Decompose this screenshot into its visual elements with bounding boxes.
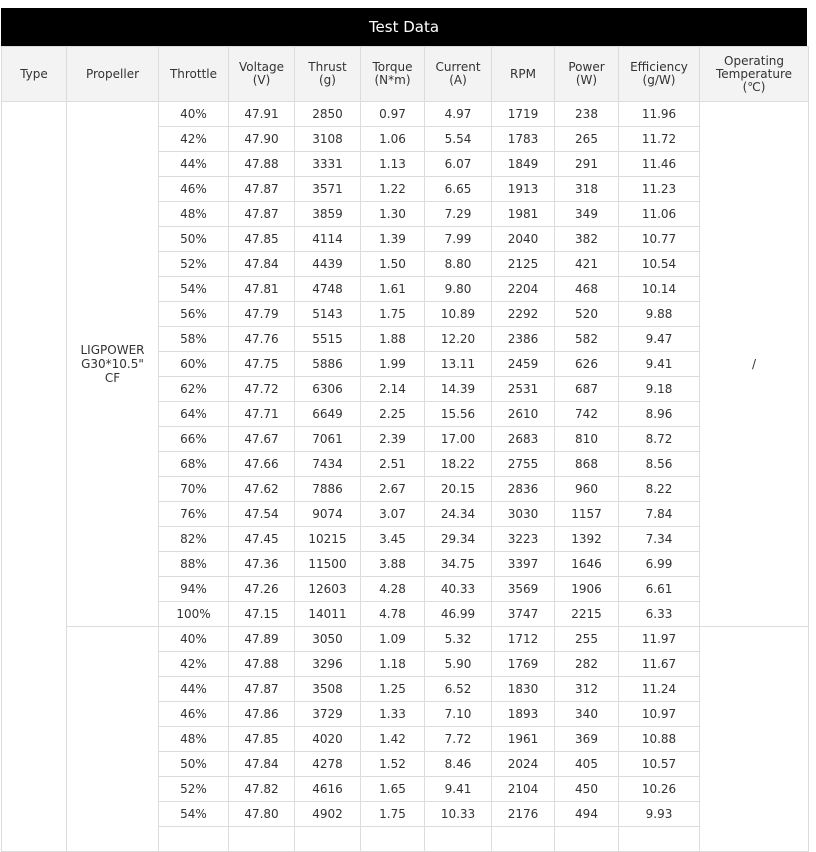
cell-throttle: 42% — [159, 127, 229, 152]
cell-efficiency: 6.61 — [619, 577, 700, 602]
cell-voltage: 47.85 — [229, 727, 295, 752]
cell-voltage: 47.67 — [229, 427, 295, 452]
cell-current: 46.99 — [425, 602, 492, 627]
cell-torque: 2.25 — [361, 402, 425, 427]
cell-efficiency: 10.54 — [619, 252, 700, 277]
cell-efficiency: 11.67 — [619, 652, 700, 677]
cell-thrust: 3571 — [295, 177, 361, 202]
cell-rpm: 3030 — [492, 502, 555, 527]
cell-rpm: 3747 — [492, 602, 555, 627]
cell-throttle: 44% — [159, 677, 229, 702]
cell-throttle: 76% — [159, 502, 229, 527]
cell-rpm: 1913 — [492, 177, 555, 202]
cell-torque: 1.42 — [361, 727, 425, 752]
column-header-type: Type — [2, 47, 67, 102]
cell-torque: 1.18 — [361, 652, 425, 677]
cell-thrust: 12603 — [295, 577, 361, 602]
cell-current: 7.10 — [425, 702, 492, 727]
cell-torque: 1.50 — [361, 252, 425, 277]
cell-voltage: 47.75 — [229, 352, 295, 377]
cell-throttle: 48% — [159, 202, 229, 227]
cell-throttle: 40% — [159, 627, 229, 652]
cell-efficiency: 10.88 — [619, 727, 700, 752]
cell-power: 382 — [555, 227, 619, 252]
cell-power: 960 — [555, 477, 619, 502]
cell-rpm: 2531 — [492, 377, 555, 402]
cell-throttle: 46% — [159, 177, 229, 202]
cell-efficiency: 9.47 — [619, 327, 700, 352]
cell-thrust: 9074 — [295, 502, 361, 527]
cell-thrust: 4278 — [295, 752, 361, 777]
cell-torque: 1.39 — [361, 227, 425, 252]
cell-torque: 1.09 — [361, 627, 425, 652]
cell-power: 450 — [555, 777, 619, 802]
cell-power: 282 — [555, 652, 619, 677]
cell-current: 6.52 — [425, 677, 492, 702]
column-header-rpm: RPM — [492, 47, 555, 102]
cell-voltage: 47.82 — [229, 777, 295, 802]
cell-rpm: 2755 — [492, 452, 555, 477]
cell-rpm: 1961 — [492, 727, 555, 752]
cell-thrust: 7434 — [295, 452, 361, 477]
cell-throttle: 42% — [159, 652, 229, 677]
column-header-voltage: Voltage (V) — [229, 47, 295, 102]
cell-thrust: 4748 — [295, 277, 361, 302]
cell-thrust: 14011 — [295, 602, 361, 627]
cell-power: 255 — [555, 627, 619, 652]
cell-efficiency: 8.72 — [619, 427, 700, 452]
cell-thrust: 10215 — [295, 527, 361, 552]
cell-voltage: 47.91 — [229, 102, 295, 127]
column-header-efficiency: Efficiency (g/W) — [619, 47, 700, 102]
cell-current: 12.20 — [425, 327, 492, 352]
cell-current: 40.33 — [425, 577, 492, 602]
column-header-torque: Torque (N*m) — [361, 47, 425, 102]
cell-voltage: 47.66 — [229, 452, 295, 477]
cell-rpm: 2836 — [492, 477, 555, 502]
cell-current: 8.46 — [425, 752, 492, 777]
cell-efficiency: 11.97 — [619, 627, 700, 652]
column-header-temp: Operating Temperature (℃) — [700, 47, 809, 102]
cell-power: 312 — [555, 677, 619, 702]
cell-throttle: 82% — [159, 527, 229, 552]
cell-rpm: 1981 — [492, 202, 555, 227]
cell-power: 1392 — [555, 527, 619, 552]
cell-power: 868 — [555, 452, 619, 477]
cell-efficiency: 8.96 — [619, 402, 700, 427]
cell-torque: 1.88 — [361, 327, 425, 352]
operating-temperature-cell: / — [700, 102, 809, 627]
cell-voltage: 47.72 — [229, 377, 295, 402]
cell-efficiency: 10.77 — [619, 227, 700, 252]
cell-rpm: 2459 — [492, 352, 555, 377]
cell-throttle: 68% — [159, 452, 229, 477]
cell-efficiency: 11.24 — [619, 677, 700, 702]
cell-voltage: 47.79 — [229, 302, 295, 327]
cell-voltage: 47.76 — [229, 327, 295, 352]
cell-throttle: 100% — [159, 602, 229, 627]
cell-thrust: 4616 — [295, 777, 361, 802]
cell-throttle: 52% — [159, 777, 229, 802]
cell-voltage: 47.71 — [229, 402, 295, 427]
cell-rpm: 1719 — [492, 102, 555, 127]
cell-power: 742 — [555, 402, 619, 427]
cell-voltage: 47.54 — [229, 502, 295, 527]
cell-rpm: 2610 — [492, 402, 555, 427]
cell-voltage: 47.45 — [229, 527, 295, 552]
cell-torque: 1.99 — [361, 352, 425, 377]
cell-power: 340 — [555, 702, 619, 727]
cell-rpm: 1893 — [492, 702, 555, 727]
cell-voltage: 47.86 — [229, 702, 295, 727]
cell-torque: 1.61 — [361, 277, 425, 302]
column-header-power: Power (W) — [555, 47, 619, 102]
table-row — [2, 627, 809, 652]
cell-rpm: 2386 — [492, 327, 555, 352]
cell-torque: 3.45 — [361, 527, 425, 552]
cell-torque: 1.30 — [361, 202, 425, 227]
cell-power: 369 — [555, 727, 619, 752]
cell-voltage: 47.87 — [229, 177, 295, 202]
cell-efficiency: 11.96 — [619, 102, 700, 127]
cell-throttle: 44% — [159, 152, 229, 177]
cell-torque: 0.97 — [361, 102, 425, 127]
cell-power: 349 — [555, 202, 619, 227]
cell-current: 20.15 — [425, 477, 492, 502]
cell-voltage — [229, 827, 295, 852]
cell-thrust: 3331 — [295, 152, 361, 177]
cell-power — [555, 827, 619, 852]
cell-thrust: 6649 — [295, 402, 361, 427]
cell-power: 494 — [555, 802, 619, 827]
cell-efficiency: 10.14 — [619, 277, 700, 302]
cell-torque: 4.28 — [361, 577, 425, 602]
cell-efficiency: 9.88 — [619, 302, 700, 327]
table-title: Test Data — [1, 8, 807, 46]
cell-voltage: 47.62 — [229, 477, 295, 502]
cell-efficiency: 10.26 — [619, 777, 700, 802]
cell-torque: 4.78 — [361, 602, 425, 627]
cell-voltage: 47.85 — [229, 227, 295, 252]
cell-efficiency: 9.18 — [619, 377, 700, 402]
cell-power: 810 — [555, 427, 619, 452]
cell-throttle: 60% — [159, 352, 229, 377]
cell-rpm: 3223 — [492, 527, 555, 552]
cell-torque: 1.75 — [361, 302, 425, 327]
cell-current: 7.99 — [425, 227, 492, 252]
cell-efficiency: 11.72 — [619, 127, 700, 152]
cell-efficiency: 11.06 — [619, 202, 700, 227]
cell-thrust: 3508 — [295, 677, 361, 702]
cell-efficiency: 7.84 — [619, 502, 700, 527]
cell-efficiency: 10.57 — [619, 752, 700, 777]
type-cell — [2, 102, 67, 852]
cell-thrust: 5886 — [295, 352, 361, 377]
cell-power: 468 — [555, 277, 619, 302]
cell-voltage: 47.88 — [229, 652, 295, 677]
cell-thrust: 4902 — [295, 802, 361, 827]
cell-throttle: 94% — [159, 577, 229, 602]
cell-voltage: 47.89 — [229, 627, 295, 652]
cell-throttle: 64% — [159, 402, 229, 427]
cell-rpm: 1783 — [492, 127, 555, 152]
cell-thrust: 6306 — [295, 377, 361, 402]
cell-rpm: 1712 — [492, 627, 555, 652]
cell-efficiency: 6.99 — [619, 552, 700, 577]
cell-voltage: 47.84 — [229, 252, 295, 277]
cell-current: 5.54 — [425, 127, 492, 152]
cell-current: 24.34 — [425, 502, 492, 527]
cell-current: 13.11 — [425, 352, 492, 377]
cell-rpm: 2040 — [492, 227, 555, 252]
cell-current: 15.56 — [425, 402, 492, 427]
cell-thrust: 2850 — [295, 102, 361, 127]
cell-torque: 1.25 — [361, 677, 425, 702]
cell-voltage: 47.87 — [229, 202, 295, 227]
cell-throttle: 54% — [159, 802, 229, 827]
cell-throttle: 62% — [159, 377, 229, 402]
cell-efficiency: 9.93 — [619, 802, 700, 827]
cell-throttle: 40% — [159, 102, 229, 127]
cell-throttle: 46% — [159, 702, 229, 727]
cell-throttle: 50% — [159, 227, 229, 252]
propeller-cell — [67, 627, 159, 852]
cell-efficiency: 11.46 — [619, 152, 700, 177]
table-body — [2, 102, 809, 852]
cell-thrust: 7886 — [295, 477, 361, 502]
test-data-table — [1, 46, 809, 852]
cell-efficiency: 8.56 — [619, 452, 700, 477]
cell-torque: 2.14 — [361, 377, 425, 402]
cell-current: 5.90 — [425, 652, 492, 677]
cell-throttle: 48% — [159, 727, 229, 752]
cell-efficiency: 11.23 — [619, 177, 700, 202]
cell-throttle: 50% — [159, 752, 229, 777]
cell-current — [425, 827, 492, 852]
column-header-throttle: Throttle — [159, 47, 229, 102]
cell-voltage: 47.80 — [229, 802, 295, 827]
cell-efficiency: 8.22 — [619, 477, 700, 502]
cell-current: 5.32 — [425, 627, 492, 652]
cell-thrust: 5515 — [295, 327, 361, 352]
cell-voltage: 47.84 — [229, 752, 295, 777]
cell-rpm — [492, 827, 555, 852]
cell-rpm: 2176 — [492, 802, 555, 827]
cell-rpm: 1849 — [492, 152, 555, 177]
cell-current: 9.80 — [425, 277, 492, 302]
cell-torque: 1.75 — [361, 802, 425, 827]
cell-throttle: 70% — [159, 477, 229, 502]
cell-rpm: 2024 — [492, 752, 555, 777]
cell-current: 8.80 — [425, 252, 492, 277]
cell-torque: 3.88 — [361, 552, 425, 577]
cell-current: 9.41 — [425, 777, 492, 802]
cell-torque: 2.67 — [361, 477, 425, 502]
column-header-propeller: Propeller — [67, 47, 159, 102]
cell-torque: 1.06 — [361, 127, 425, 152]
cell-power: 520 — [555, 302, 619, 327]
cell-voltage: 47.90 — [229, 127, 295, 152]
cell-thrust: 7061 — [295, 427, 361, 452]
cell-thrust: 4114 — [295, 227, 361, 252]
cell-power: 265 — [555, 127, 619, 152]
cell-thrust — [295, 827, 361, 852]
cell-throttle: 88% — [159, 552, 229, 577]
table-row — [2, 102, 809, 127]
cell-power: 1646 — [555, 552, 619, 577]
cell-rpm: 3397 — [492, 552, 555, 577]
cell-torque: 1.13 — [361, 152, 425, 177]
cell-torque: 3.07 — [361, 502, 425, 527]
cell-thrust: 3050 — [295, 627, 361, 652]
cell-rpm: 2292 — [492, 302, 555, 327]
cell-current: 14.39 — [425, 377, 492, 402]
header-row — [2, 47, 809, 102]
cell-current: 7.29 — [425, 202, 492, 227]
cell-efficiency: 7.34 — [619, 527, 700, 552]
cell-torque — [361, 827, 425, 852]
cell-current: 18.22 — [425, 452, 492, 477]
cell-throttle: 56% — [159, 302, 229, 327]
cell-current: 10.33 — [425, 802, 492, 827]
cell-power: 405 — [555, 752, 619, 777]
cell-voltage: 47.87 — [229, 677, 295, 702]
cell-efficiency: 10.97 — [619, 702, 700, 727]
cell-efficiency: 6.33 — [619, 602, 700, 627]
cell-current: 29.34 — [425, 527, 492, 552]
cell-current: 6.65 — [425, 177, 492, 202]
cell-rpm: 2683 — [492, 427, 555, 452]
cell-torque: 2.39 — [361, 427, 425, 452]
cell-current: 17.00 — [425, 427, 492, 452]
cell-torque: 1.65 — [361, 777, 425, 802]
cell-power: 626 — [555, 352, 619, 377]
cell-throttle: 52% — [159, 252, 229, 277]
cell-power: 1157 — [555, 502, 619, 527]
cell-thrust: 4439 — [295, 252, 361, 277]
cell-power: 1906 — [555, 577, 619, 602]
cell-torque: 1.22 — [361, 177, 425, 202]
column-header-current: Current (A) — [425, 47, 492, 102]
cell-current: 7.72 — [425, 727, 492, 752]
cell-current: 6.07 — [425, 152, 492, 177]
cell-throttle: 58% — [159, 327, 229, 352]
cell-torque: 2.51 — [361, 452, 425, 477]
cell-throttle: 54% — [159, 277, 229, 302]
cell-power: 582 — [555, 327, 619, 352]
operating-temperature-cell — [700, 627, 809, 852]
cell-rpm: 2204 — [492, 277, 555, 302]
cell-thrust: 3859 — [295, 202, 361, 227]
cell-throttle: 66% — [159, 427, 229, 452]
cell-thrust: 5143 — [295, 302, 361, 327]
cell-thrust: 3108 — [295, 127, 361, 152]
cell-rpm: 2125 — [492, 252, 555, 277]
cell-efficiency: 9.41 — [619, 352, 700, 377]
cell-power: 318 — [555, 177, 619, 202]
cell-voltage: 47.36 — [229, 552, 295, 577]
cell-thrust: 11500 — [295, 552, 361, 577]
cell-power: 421 — [555, 252, 619, 277]
cell-rpm: 1769 — [492, 652, 555, 677]
cell-voltage: 47.26 — [229, 577, 295, 602]
cell-power: 291 — [555, 152, 619, 177]
cell-voltage: 47.88 — [229, 152, 295, 177]
cell-current: 10.89 — [425, 302, 492, 327]
cell-throttle — [159, 827, 229, 852]
column-header-thrust: Thrust (g) — [295, 47, 361, 102]
cell-voltage: 47.15 — [229, 602, 295, 627]
cell-power: 687 — [555, 377, 619, 402]
cell-torque: 1.33 — [361, 702, 425, 727]
cell-thrust: 3296 — [295, 652, 361, 677]
cell-torque: 1.52 — [361, 752, 425, 777]
cell-voltage: 47.81 — [229, 277, 295, 302]
cell-current: 4.97 — [425, 102, 492, 127]
propeller-cell: LIGPOWER G30*10.5" CF — [67, 102, 159, 627]
cell-efficiency — [619, 827, 700, 852]
cell-rpm: 1830 — [492, 677, 555, 702]
cell-rpm: 2104 — [492, 777, 555, 802]
cell-power: 2215 — [555, 602, 619, 627]
cell-rpm: 3569 — [492, 577, 555, 602]
cell-thrust: 4020 — [295, 727, 361, 752]
cell-power: 238 — [555, 102, 619, 127]
cell-thrust: 3729 — [295, 702, 361, 727]
cell-current: 34.75 — [425, 552, 492, 577]
